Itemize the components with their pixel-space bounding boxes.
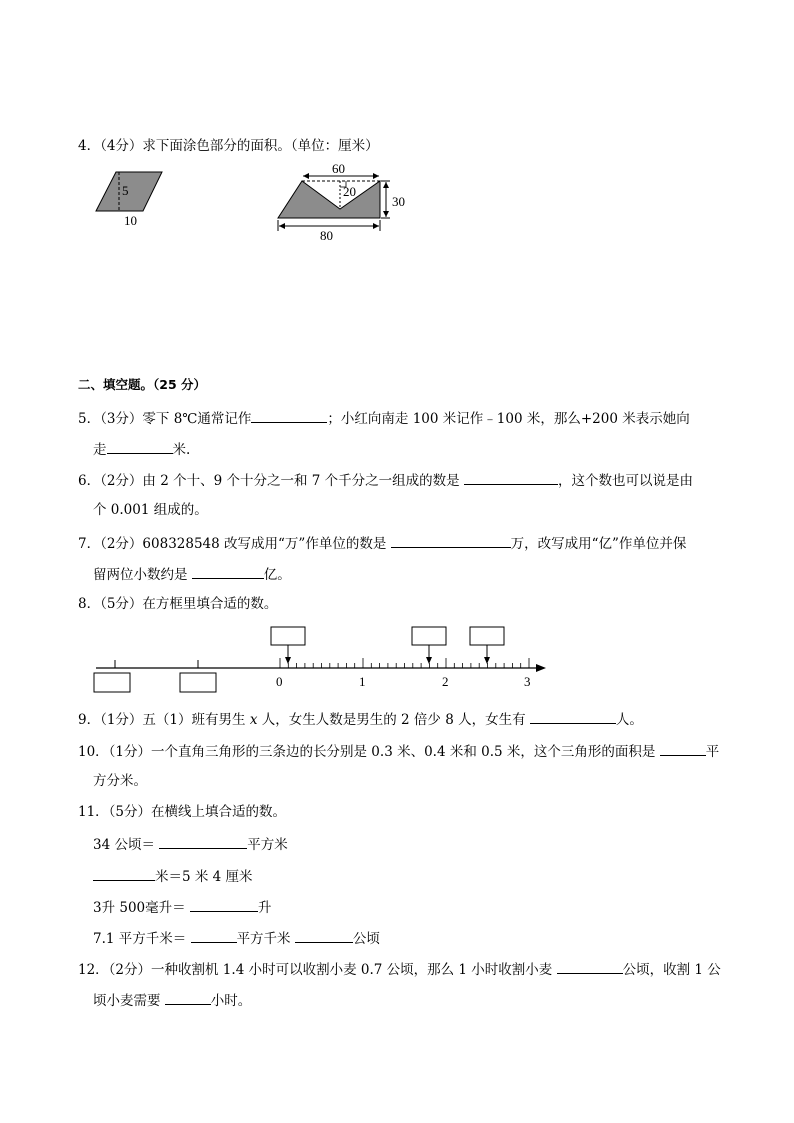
q11-row3 bbox=[93, 897, 271, 917]
shaded-trapezoid bbox=[278, 181, 380, 218]
q5-text-b: ；小红向南走 100 米记作﹣100 米，那么+200 米表示她向 bbox=[327, 411, 690, 427]
q9-blank[interactable] bbox=[530, 709, 616, 724]
shaded-parallelogram bbox=[96, 172, 162, 211]
arrowhead-left2 bbox=[279, 223, 285, 229]
q6-line1 bbox=[78, 470, 693, 490]
tick-label-0: 0 bbox=[276, 674, 283, 689]
q11-row4-c: 公顷 bbox=[352, 931, 380, 947]
q10-line1 bbox=[78, 741, 719, 761]
q11-row1-b: 平方米 bbox=[247, 837, 288, 853]
arrowhead-up bbox=[383, 182, 389, 188]
arrowhead-down bbox=[383, 211, 389, 217]
q7-text-b: 万，改写成用“亿”作单位并保 bbox=[510, 536, 687, 552]
q6-text-b: ，这个数也可以说是由 bbox=[557, 473, 693, 489]
q6-line2: 个 0.001 组成的。 bbox=[93, 502, 208, 518]
q5-text-d: 米. bbox=[172, 442, 191, 458]
q7-text-a: 7．（2分）608328548 改写成用“万”作单位的数是 bbox=[78, 536, 387, 552]
q4-text: 4．（4分）求下面涂色部分的面积。（单位：厘米） bbox=[78, 138, 379, 154]
answer-box-top-1[interactable] bbox=[271, 627, 305, 645]
fig2-bottom-label: 80 bbox=[320, 228, 333, 243]
number-line bbox=[0, 620, 794, 700]
q12-line1 bbox=[78, 959, 721, 979]
q9-text-b: 人，女生人数是男生的 2 倍少 8 人，女生有 bbox=[261, 712, 526, 728]
q7-blank-2[interactable] bbox=[192, 564, 264, 579]
q11-blank-1[interactable] bbox=[159, 834, 247, 849]
q5-text-c: 走 bbox=[93, 442, 107, 458]
axis-arrowhead bbox=[536, 664, 546, 672]
section-heading: 二、填空题。（25 分） bbox=[78, 377, 206, 392]
q10-text-b: 平 bbox=[705, 744, 720, 760]
q11-row4 bbox=[93, 928, 380, 948]
q7-line1 bbox=[78, 533, 686, 553]
q5-blank-2[interactable] bbox=[107, 439, 173, 454]
q5-text-a: 5．（3分）零下 8℃通常记作 bbox=[78, 411, 252, 427]
fig1-base-label: 10 bbox=[124, 213, 137, 228]
q11-text: 11．（5分）在横线上填合适的数。 bbox=[78, 804, 287, 820]
arrowhead-right bbox=[373, 173, 379, 179]
q11-row3-a: 3升 500毫升＝ bbox=[93, 900, 186, 916]
q12-text-b: 公顷，收割 1 公 bbox=[622, 962, 721, 978]
q7-line2 bbox=[93, 564, 291, 584]
q11-blank-2[interactable] bbox=[93, 866, 155, 881]
answer-box-top-3[interactable] bbox=[470, 627, 504, 645]
q12-blank-2[interactable] bbox=[165, 990, 211, 1005]
arrowhead-left bbox=[303, 173, 309, 179]
q10-line2: 方分米。 bbox=[93, 773, 147, 789]
q4-figures bbox=[0, 0, 794, 260]
q12-line2 bbox=[93, 990, 251, 1010]
q12-blank-1[interactable] bbox=[557, 959, 623, 974]
q12-text-a: 12．（2分）一种收割机 1.4 小时可以收割小麦 0.7 公顷，那么 1 小时收割小麦 bbox=[78, 962, 553, 978]
tick-label-2: 2 bbox=[442, 674, 449, 689]
pointer-1-head bbox=[285, 657, 291, 664]
pointer-2-head bbox=[426, 657, 432, 664]
q7-text-d: 亿。 bbox=[263, 567, 291, 583]
q11-row4-b: 平方千米 bbox=[236, 931, 291, 947]
q11-blank-3[interactable] bbox=[190, 897, 258, 912]
q7-text-c: 留两位小数约是 bbox=[93, 567, 188, 583]
q8-text: 8．（5分）在方框里填合适的数。 bbox=[78, 596, 278, 612]
minor-ticks bbox=[280, 658, 529, 668]
q10-blank[interactable] bbox=[660, 741, 706, 756]
q9-text-a: 9．（1分）五（1）班有男生 bbox=[78, 712, 246, 728]
q11-row1-a: 34 公顷＝ bbox=[93, 837, 155, 853]
q11-blank-4[interactable] bbox=[191, 928, 237, 943]
q11-row3-b: 升 bbox=[257, 900, 272, 916]
q9-text-c: 人。 bbox=[615, 712, 643, 728]
q5-blank-1[interactable] bbox=[251, 408, 327, 423]
q6-text-a: 6．（2分）由 2 个十、9 个十分之一和 7 个千分之一组成的数是 bbox=[78, 473, 460, 489]
answer-box-top-2[interactable] bbox=[412, 627, 446, 645]
q6-blank-1[interactable] bbox=[464, 470, 558, 485]
fig1-height-label: 5 bbox=[122, 183, 129, 198]
q11-row4-a: 7.1 平方千米＝ bbox=[93, 931, 187, 947]
q11-row1 bbox=[93, 834, 288, 854]
q10-text-a: 10．（1分）一个直角三角形的三条边的长分别是 0.3 米、0.4 米和 0.5 米，这个三角形的面积是 bbox=[78, 744, 656, 760]
q12-text-d: 小时。 bbox=[210, 993, 252, 1009]
q5-line1 bbox=[78, 408, 690, 428]
q11-blank-5[interactable] bbox=[295, 928, 353, 943]
fig2-top-label: 60 bbox=[332, 161, 345, 176]
answer-box-neg-1[interactable] bbox=[94, 673, 130, 692]
fig2-side-label: 30 bbox=[392, 194, 405, 209]
pointer-3-head bbox=[484, 657, 490, 664]
q12-text-c: 顷小麦需要 bbox=[93, 993, 161, 1009]
answer-box-neg-2[interactable] bbox=[180, 673, 216, 692]
q7-blank-1[interactable] bbox=[391, 533, 511, 548]
q5-line2 bbox=[93, 439, 190, 459]
fig2-depth-label: 20 bbox=[343, 184, 356, 199]
arrowhead-right2 bbox=[373, 223, 379, 229]
q9-line bbox=[78, 709, 643, 729]
tick-label-1: 1 bbox=[359, 674, 366, 689]
q9-variable: x bbox=[249, 712, 258, 728]
tick-label-3: 3 bbox=[524, 674, 531, 689]
q11-row2-a: 米＝5 米 4 厘米 bbox=[155, 869, 253, 885]
q11-row2 bbox=[93, 866, 253, 886]
